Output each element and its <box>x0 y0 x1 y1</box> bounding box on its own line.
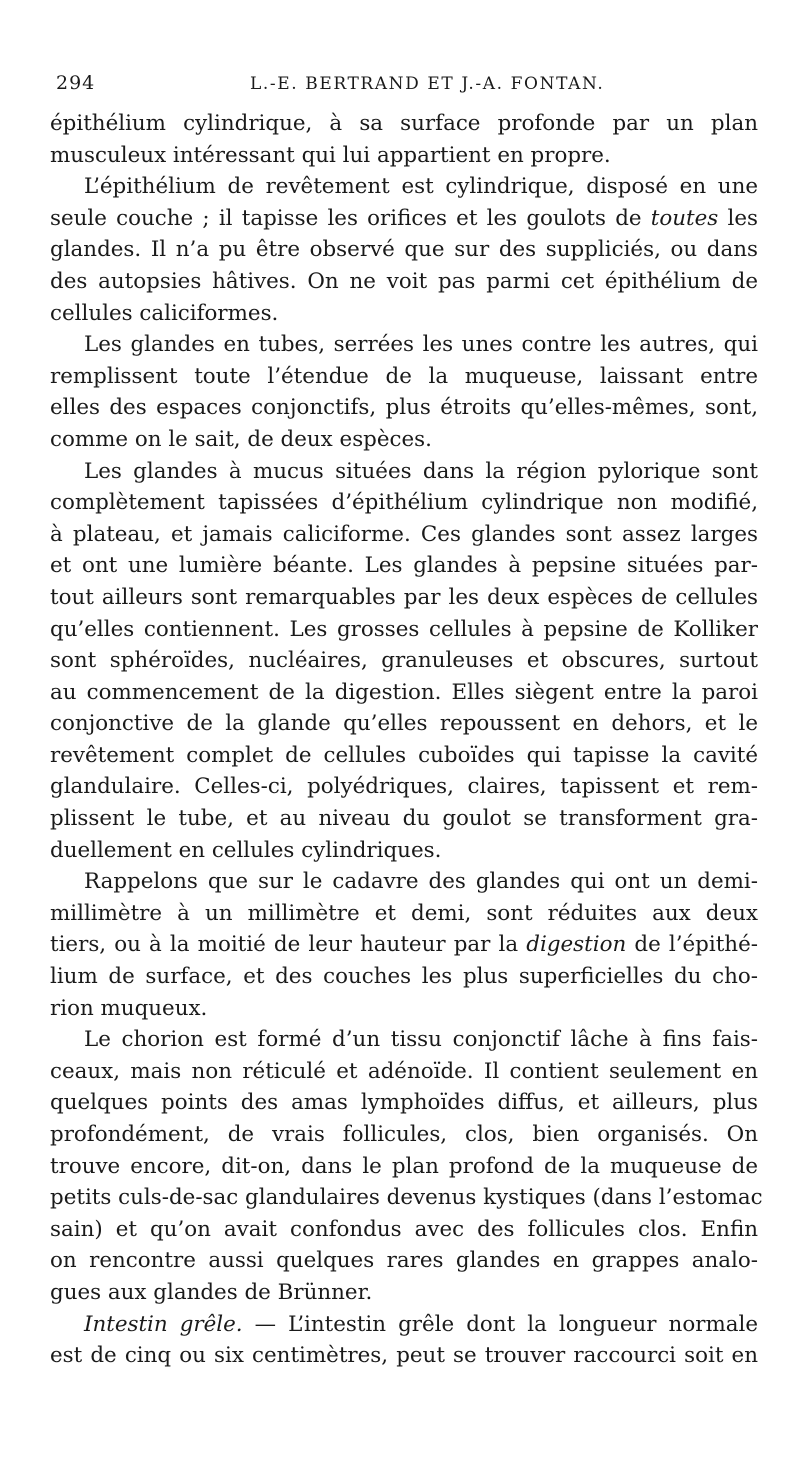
text-line: Le chorion est formé d’un tissu conjonctif lâche à fins fais- <box>84 1027 758 1053</box>
text-line: L’épithélium de revêtement est cylindrique, disposé en une <box>84 174 758 200</box>
text-line: est de cinq ou six centimètres, peut se trouver raccourci soit en <box>50 1343 758 1369</box>
text-fragment: — L’intestin grêle dont la longueur normale <box>254 1311 758 1337</box>
text-line: sain) et qu’on avait confondus avec des follicules clos. Enfin <box>50 1216 758 1242</box>
text-line: gues aux glandes de Brünner. <box>50 1279 373 1305</box>
text-fragment: seule couche ; il tapisse les orifices et les goulots de <box>50 205 642 231</box>
text-line: plissent le tube, et au niveau du goulot se transforment gra- <box>50 806 758 832</box>
page-header <box>0 70 800 100</box>
text-fragment: tiers, ou à la moitié de leur hauteur par la <box>50 932 519 958</box>
text-line: Rappelons que sur le cadavre des glandes qui ont un demi- <box>84 869 758 895</box>
text-line: remplissent toute l’étendue de la muqueuse, laissant entre <box>50 363 758 389</box>
text-line <box>50 203 758 235</box>
text-line <box>50 1309 758 1341</box>
text-line: des autopsies hâtives. On ne voit pas parmi cet épithélium de <box>50 268 758 294</box>
text-line: complètement tapissées d’épithélium cylindrique non modifié, <box>50 490 758 516</box>
text-line: quelques points des amas lymphoïdes diffus, et ailleurs, plus <box>50 1090 758 1116</box>
text-line: au commencement de la digestion. Elles siègent entre la paroi <box>50 679 758 705</box>
body-text <box>50 108 763 1372</box>
text-line: elles des espaces conjonctifs, plus étroits qu’elles-mêmes, sont, <box>50 395 758 421</box>
page-number: 294 <box>56 72 96 94</box>
text-line: lium de surface, et des couches les plus superficielles du cho- <box>50 964 758 990</box>
text-fragment: les <box>727 205 758 231</box>
text-line: conjonctive de la glande qu’elles repoussent en dehors, et le <box>50 711 758 737</box>
emphasis-digestion: digestion <box>526 932 627 958</box>
running-head: L.-E. BERTRAND ET J.-A. FONTAN. <box>250 74 605 94</box>
text-line: duellement en cellules cylindriques. <box>50 837 442 863</box>
text-line: épithélium cylindrique, à sa surface profonde par un plan <box>50 111 758 136</box>
text-line: on rencontre aussi quelques rares glandes en grappes analo- <box>50 1248 758 1274</box>
text-line: rion muqueux. <box>50 995 208 1021</box>
text-line: revêtement complet de cellules cuboïdes qui tapisse la cavité <box>50 742 758 768</box>
section-heading-intestin-grele: Intestin grêle. <box>84 1311 243 1337</box>
text-line: qu’elles contiennent. Les grosses cellules à pepsine de Kolliker <box>50 616 758 642</box>
text-line: et ont une lumière béante. Les glandes à pepsine situées par- <box>50 553 758 579</box>
text-line: millimètre à un millimètre et demi, sont réduites aux deux <box>50 900 758 926</box>
text-line: glandes. Il n’a pu être observé que sur des suppliciés, ou dans <box>50 237 758 263</box>
text-line: petits culs-de-sac glandulaires devenus kystiques (dans l’estomac <box>50 1185 763 1211</box>
text-line: cellules caliciformes. <box>50 300 279 326</box>
text-line: glandulaire. Celles-ci, polyédriques, claires, tapissent et rem- <box>50 774 758 800</box>
text-line: sont sphéroïdes, nucléaires, granuleuses et obscures, surtout <box>50 648 758 674</box>
text-fragment: de l’épithé- <box>634 932 758 958</box>
text-line: à plateau, et jamais caliciforme. Ces glandes sont assez larges <box>50 521 758 547</box>
emphasis-toutes: toutes <box>650 205 719 231</box>
text-line: tout ailleurs sont remarquables par les deux espèces de cellules <box>50 584 758 610</box>
text-line: Les glandes à mucus situées dans la région pylorique sont <box>84 458 758 484</box>
text-line: comme on le sait, de deux espèces. <box>50 426 432 452</box>
text-line: trouve encore, dit-on, dans le plan profond de la muqueuse de <box>50 1153 758 1179</box>
text-line <box>50 929 758 961</box>
text-line: profondément, de vrais follicules, clos, bien organisés. On <box>50 1122 758 1147</box>
text-line: ceaux, mais non réticulé et adénoïde. Il contient seulement en <box>50 1058 758 1084</box>
text-line: Les glandes en tubes, serrées les unes contre les autres, qui <box>84 332 758 358</box>
text-line: musculeux intéressant qui lui appartient en propre. <box>50 142 611 168</box>
